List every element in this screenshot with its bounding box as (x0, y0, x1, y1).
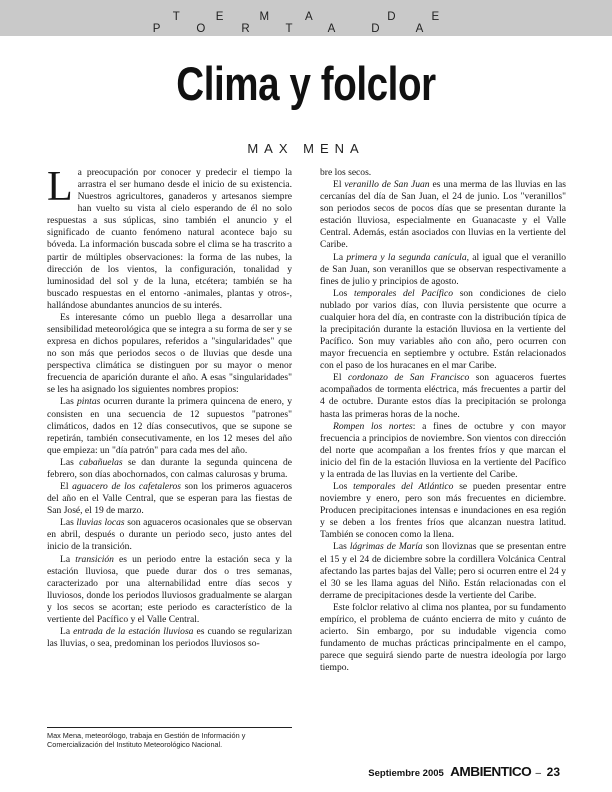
page-footer (368, 764, 560, 779)
text-run: es una merma de las lluvias en las cercanías del día de San Juan, el 24 de junio. Los "veranillos" son periodos secos de pocos días que se presentan durante la estación lluviosa, especialmente en Guanacaste y el Valle Central. Además, están asociados con lluvias en la vertiente del Caribe. (320, 179, 566, 251)
term-italic: lágrimas de María (349, 541, 423, 553)
term-italic: temporales del Pacífico (353, 287, 454, 299)
term-italic: cordonazo de San Francisco (347, 372, 470, 384)
right-text-column (320, 167, 566, 674)
body-paragraph (320, 481, 566, 541)
body-paragraph (47, 481, 292, 517)
text-run: El (60, 481, 73, 493)
body-paragraph (47, 312, 292, 397)
article-title: Clima y folclor (176, 57, 436, 110)
author-byline: MAX MENA (247, 141, 365, 156)
text-run: son los primeros aguaceros del año en el Valle Central, que se esperan para las fiestas de San José, el 19 de marzo. (47, 481, 292, 517)
term-italic: cabañuelas (79, 456, 123, 468)
term-italic: aguacero de los cafetaleros (72, 481, 181, 493)
text-run: Los (333, 481, 354, 493)
issue-date: Septiembre 2005 (368, 768, 444, 779)
body-paragraph (320, 541, 566, 601)
term-italic: Rompen los nortes (333, 420, 413, 432)
text-run: es un periodo entre la estación seca y la estación lluviosa, que puede durar dos o tres semanas, caracterizado por una alternabilidad entre días secos y lluviosos, donde los periodos lluviosos gradualmente se alargan y los secos se acortan; este periodo es característico de la vertiente del Pacífico y el Valle Central. (47, 553, 292, 625)
text-run: Las (60, 396, 77, 408)
text-run: bre los secos. (320, 167, 372, 178)
text-run: se pueden presentar entre noviembre y enero, pero son más frecuentes en diciembre. Producen precipitaciones intensas e inundaciones en esa región y se deben a los frentes fríos que alcanzan nuestra latitud. También se conocen como la llena. (320, 481, 566, 541)
text-run: La (60, 553, 76, 565)
text-run: La (333, 251, 347, 263)
body-paragraph (320, 602, 566, 674)
body-paragraph (320, 179, 566, 251)
text-run: Las (333, 541, 350, 553)
text-run: Las (60, 456, 80, 468)
term-italic: lluvias locas (76, 517, 125, 529)
term-italic: temporales del Atlántico (353, 481, 454, 493)
body-paragraph (320, 372, 566, 420)
left-text-column (47, 164, 293, 650)
text-run: ocurren durante la primera quincena de enero, y consisten en una secuencia de 12 supuestos "patrones" climáticos, dados en 12 días consecutivos, que se supone se repetirán, también consecutivamente, en los 12 meses del año que empieza: un "día patrón" para cada mes del año. (47, 396, 293, 456)
term-italic: pintas (76, 396, 101, 408)
text-run: son condiciones de cielo nublado por varios días, con lluvia persistente que ocurre a cualquier hora del día, en contraste con la distribución típica de la precipitación durante la estación lluviosa en la vertiente del Pacífico. Son muy variables año con año, pero ocurren con mayor frecuencia en septiembre y octubre. Están relacionados con el paso de los huracanes en el mar Caribe. (320, 287, 566, 372)
section-label: TEMA DE PORTADA (152, 11, 476, 35)
page-number: 23 (546, 765, 560, 779)
body-paragraph (320, 288, 566, 373)
body-paragraph (47, 164, 292, 312)
text-run: El (333, 372, 348, 384)
text-run: son aguaceros ocasionales que se observan en abril, después o durante un periodo seco, justo antes del inicio de la transición. (47, 517, 292, 553)
body-paragraph (47, 457, 292, 481)
term-italic: entrada de la estación lluviosa (73, 625, 194, 637)
text-run: El (333, 179, 345, 191)
text-run: Este folclor relativo al clima nos plantea, por su fundamento empírico, el problema de cuánto encierra de mito y cuánto de acierto. Sin embargo, por su indudable vigencia como fundamento de muchas prácticas principalmente en el campo, parece que seguirá siendo parte de nuestra ideología por largo tiempo. (320, 601, 566, 674)
magazine-logo: AMBIENTICO (450, 764, 532, 779)
body-paragraph (47, 554, 292, 626)
text-run: , al igual que el veranillo de San Juan, son veranillos que se observan respectivamente a fines de julio y principios de agosto. (320, 251, 566, 287)
body-paragraph (47, 517, 292, 553)
text-run: son lloviznas que se presentan entre el 15 y el 24 de diciembre sobre la cordillera Volcánica Central afectando las partes bajas del Valle; pero si ocurren entre el 24 y el 30 se les llama aguas del Niño. Están relacionadas con el derrame de precipitaciones desde la vertiente del Caribe. (320, 541, 566, 601)
text-run: son aguaceros fuertes acompañados de tormenta eléctrica, más frecuentes a partir del 4 de octubre. Durante estos días la precipitación se prolonga hasta las primeras horas de la noche. (320, 372, 567, 420)
body-paragraph (320, 167, 566, 179)
term-italic: veranillo de San Juan (344, 179, 430, 191)
text-run: Es interesante cómo un pueblo llega a desarrollar una sensibilidad meteorológica que se integra a su forma de ser y se expresa en dichos populares, referidos a "singularidades" que no son más que periodos secos o de lluvias que desde una perspectiva climática se distinguen por su mayor o menor frecuencia de aparición durante el año. A esas "singularidades" se les ha asignado los siguientes nombres propios: (47, 311, 292, 396)
body-paragraph (47, 396, 292, 456)
text-run: : a fines de octubre y con mayor frecuencia a principios de noviembre. Son vientos con dirección del norte que acompañan a los frentes fríos y que marcan el inicio del fin de la estación lluviosa en la vertiente del Pacífico y la entrada de las lluvias en la vertiente del Caribe. (320, 420, 566, 480)
text-run: es cuando se regularizan las lluvias, o sea, predominan los periodos lluviosos so- (47, 625, 292, 650)
text-run: Los (333, 287, 354, 299)
text-run: La (60, 625, 74, 637)
author-footnote: Max Mena, meteorólogo, trabaja en Gestión de Información y Comercialización del Instituto Meteorológico Nacional. (47, 731, 246, 749)
term-italic: primera y la segunda canícula (346, 251, 467, 263)
term-italic: transición (75, 553, 114, 565)
text-run: Las (60, 517, 77, 529)
text-run: La preocupación por conocer y predecir el tiempo la arrastra el ser humano desde el inicio de su existencia. Nuestros agricultores, ganaderos y artesanos siempre han vuelto su vista al cielo esperando de él no solo respuestas a sus súplicas, sino también el anuncio y el significado de cuanto fenómeno natural acontece bajo su bóveda. La información buscada sobre el clima se ha trascrito a partir de múltiples observaciones: la forma de las nubes, la dirección de los vientos, la configuración, tonalidad y luminosidad del sol y de la luna, etcétera; también se ha buscado respuestas en el entorno -animales, plantas y otros-, hallándose abundantes anuncios de su interés. (47, 164, 292, 311)
footer-separator: – (535, 768, 541, 779)
section-header-bar (0, 0, 612, 36)
text-run: se dan durante la segunda quincena de febrero, son días abochornados, con calmas calurosas y bruma. (47, 456, 292, 480)
body-paragraph (47, 626, 292, 650)
footnote-divider (47, 727, 292, 728)
body-paragraph (320, 421, 566, 481)
body-paragraph (320, 252, 566, 288)
